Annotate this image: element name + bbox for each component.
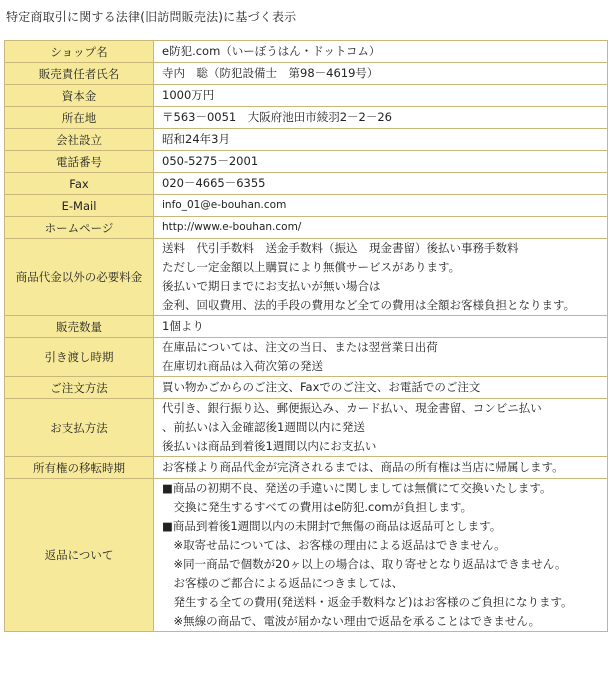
value-line: 寺内 聡（防犯設備士 第98－4619号） (162, 66, 379, 80)
row-value (154, 457, 608, 479)
value-line: ■商品到着後1週間以内の未開封で無傷の商品は返品可とします。 (162, 519, 502, 533)
row-label: 販売数量 (5, 316, 154, 338)
value-line: 交換に発生するすべての費用はe防犯.comが負担します。 (162, 500, 473, 514)
row-label: ご注文方法 (5, 377, 154, 399)
value-line: 1000万円 (162, 88, 215, 102)
value-line: 後払いで期日までにお支払いが無い場合は (162, 279, 381, 293)
row-label: 引き渡し時期 (5, 338, 154, 377)
row-value (154, 63, 608, 85)
row-label: 会社設立 (5, 129, 154, 151)
value-line: http://www.e-bouhan.com/ (162, 221, 302, 233)
value-line: info_01@e-bouhan.com (162, 199, 287, 211)
row-value (154, 217, 608, 239)
row-value (154, 377, 608, 399)
table-row (5, 399, 608, 457)
row-label: 返品について (5, 479, 154, 632)
row-value (154, 151, 608, 173)
value-line: 在庫品については、注文の当日、または翌営業日出荷 (162, 340, 438, 354)
row-value (154, 129, 608, 151)
table-row (5, 195, 608, 217)
table-row (5, 173, 608, 195)
table-row (5, 41, 608, 63)
value-line: ※同一商品で個数が20ヶ以上の場合は、取り寄せとなり返品はできません。 (162, 557, 567, 571)
value-line: 、前払いは入金確認後1週間以内に発送 (162, 420, 365, 434)
row-value (154, 338, 608, 377)
value-line: お客様より商品代金が完済されるまでは、商品の所有権は当店に帰属します。 (162, 460, 564, 474)
row-value (154, 41, 608, 63)
table-row (5, 85, 608, 107)
value-line: e防犯.com（いーぼうはん・ドットコム） (162, 44, 381, 58)
value-line: ただし一定金額以上購買により無償サービスがあります。 (162, 260, 461, 274)
row-label: ショップ名 (5, 41, 154, 63)
row-label: E-Mail (5, 195, 154, 217)
value-line: ※取寄せ品については、お客様の理由による返品はできません。 (162, 538, 506, 552)
table-row (5, 457, 608, 479)
table-row (5, 377, 608, 399)
value-line: 送料 代引手数料 送金手数料（振込 現金書留）後払い事務手数料 (162, 241, 519, 255)
table-row (5, 107, 608, 129)
table-row (5, 151, 608, 173)
table-row (5, 217, 608, 239)
row-label: お支払方法 (5, 399, 154, 457)
row-label: 商品代金以外の必要料金 (5, 239, 154, 316)
value-line: 昭和24年3月 (162, 132, 230, 146)
row-label: Fax (5, 173, 154, 195)
value-line: 050-5275－2001 (162, 154, 259, 168)
value-line: 買い物かごからのご注文、Faxでのご注文、お電話でのご注文 (162, 380, 481, 394)
row-value (154, 239, 608, 316)
table-row (5, 338, 608, 377)
row-label: 資本金 (5, 85, 154, 107)
legal-notice-table (4, 40, 608, 632)
value-line: 1個より (162, 319, 204, 333)
value-line: ※無線の商品で、電波が届かない理由で返品を承ることはできません。 (162, 614, 541, 628)
row-value (154, 316, 608, 338)
page-title: 特定商取引に関する法律(旧訪問販売法)に基づく表示 (6, 10, 297, 24)
row-value (154, 107, 608, 129)
value-line: 金利、回収費用、法的手段の費用など全ての費用は全額お客様負担となります。 (162, 298, 576, 312)
row-value (154, 195, 608, 217)
table-row (5, 479, 608, 632)
row-value (154, 399, 608, 457)
row-label: ホームページ (5, 217, 154, 239)
row-label: 販売責任者氏名 (5, 63, 154, 85)
value-line: 代引き、銀行振り込、郵便振込み、カード払い、現金書留、コンビニ払い (162, 401, 542, 415)
value-line: 後払いは商品到着後1週間以内にお支払い (162, 439, 377, 453)
row-value (154, 85, 608, 107)
row-label: 所在地 (5, 107, 154, 129)
value-line: 〒563－0051 大阪府池田市綾羽2－2－26 (162, 110, 392, 124)
row-label: 電話番号 (5, 151, 154, 173)
row-label: 所有権の移転時期 (5, 457, 154, 479)
value-line: ■商品の初期不良、発送の手違いに関しましては無償にて交換いたします。 (162, 481, 552, 495)
value-line: 020－4665－6355 (162, 176, 266, 190)
table-row (5, 239, 608, 316)
value-line: 在庫切れ商品は入荷次第の発送 (162, 359, 323, 373)
table-row (5, 316, 608, 338)
row-value (154, 173, 608, 195)
row-value (154, 479, 608, 632)
table-row (5, 129, 608, 151)
table-row (5, 63, 608, 85)
value-line: 発生する全ての費用(発送料・返金手数料など)はお客様のご負担になります。 (162, 595, 573, 609)
value-line: お客様のご都合による返品につきましては、 (162, 576, 404, 590)
